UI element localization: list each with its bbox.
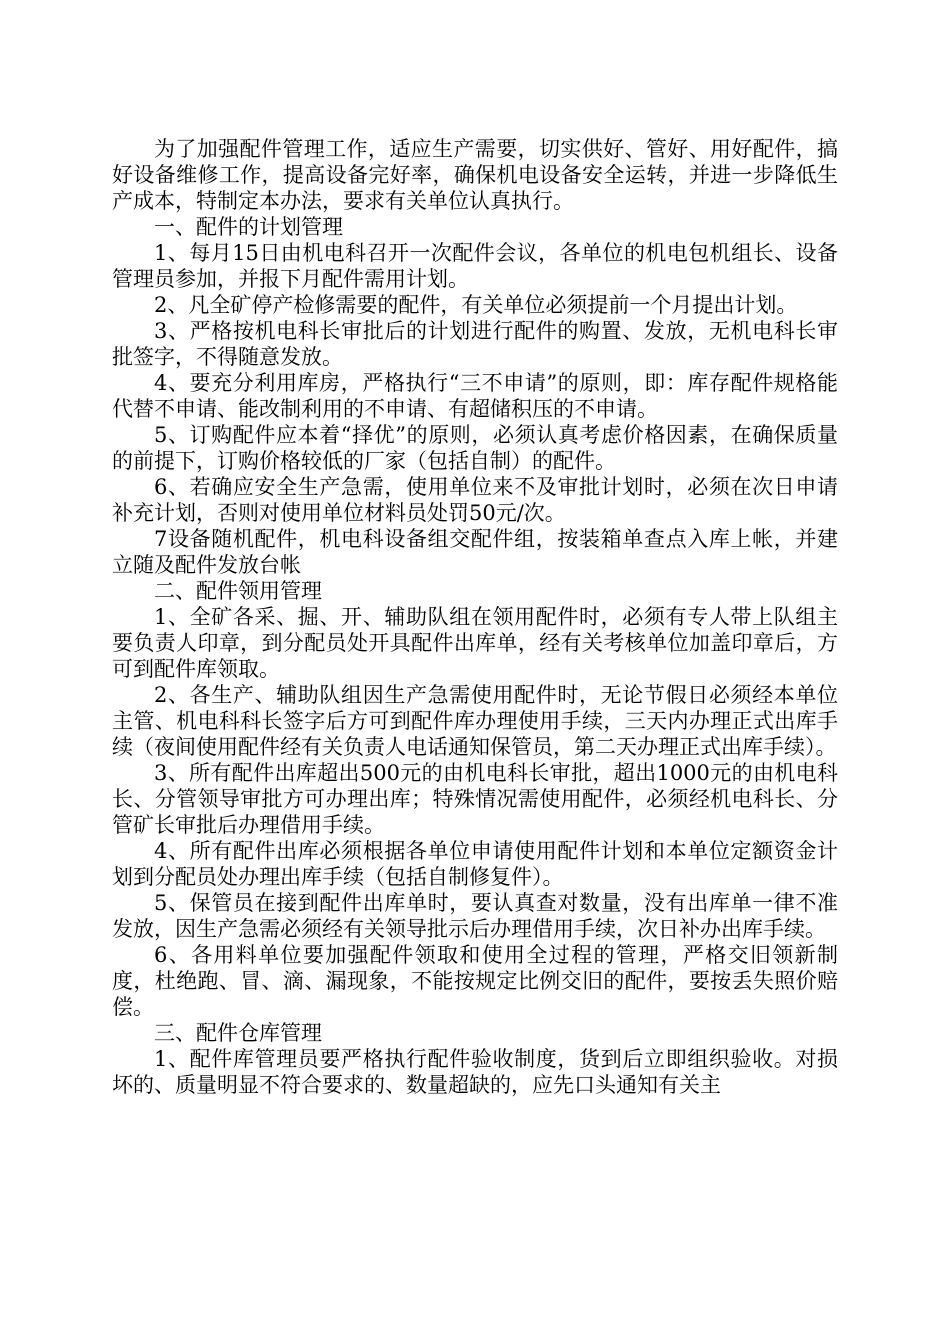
paragraph: 6、若确应安全生产急需，使用单位来不及审批计划时，必须在次日申请补充计划，否则对使用单位材料员处罚50元/次。 (112, 475, 838, 525)
paragraph: 4、要充分利用库房，严格执行“三不申请”的原则，即：库存配件规格能代替不申请、能改制利用的不申请、有超储积压的不申请。 (112, 371, 838, 421)
paragraph: 1、全矿各采、掘、开、辅助队组在领用配件时，必须有专人带上队组主要负责人印章，到分配员处开具配件出库单，经有关考核单位加盖印章后，方可到配件库领取。 (112, 605, 838, 681)
paragraph: 5、保管员在接到配件出库单时，要认真查对数量，没有出库单一律不准发放，因生产急需必须经有关领导批示后办理借用手续，次日补办出库手续。 (112, 891, 838, 941)
paragraph: 3、严格按机电科长审批后的计划进行配件的购置、发放，无机电科长审批签字，不得随意发放。 (112, 319, 838, 369)
paragraph: 3、所有配件出库超出500元的由机电科长审批，超出1000元的由机电科长、分管领导审批方可办理出库；特殊情况需使用配件，必须经机电科长、分管矿长审批后办理借用手续。 (112, 761, 838, 837)
paragraph: 1、配件库管理员要严格执行配件验收制度，货到后立即组织验收。对损坏的、质量明显不符合要求的、数量超缺的，应先口头通知有关主 (112, 1047, 838, 1097)
section-heading-usage: 二、配件领用管理 (154, 579, 322, 603)
paragraph-intro: 为了加强配件管理工作，适应生产需要，切实供好、管好、用好配件，搞好设备维修工作，提高设备完好率，确保机电设备安全运转，并进一步降低生产成本，特制定本办法，要求有关单位认真执行。 (112, 137, 838, 213)
paragraph: 2、各生产、辅助队组因生产急需使用配件时，无论节假日必须经本单位主管、机电科科长签字后方可到配件库办理使用手续，三天内办理正式出库手续（夜间使用配件经有关负责人电话通知保管员，第二天办理正式出库手续）。 (112, 683, 838, 759)
paragraph: 7设备随机配件，机电科设备组交配件组，按装箱单查点入库上帐，并建立随及配件发放台帐 (112, 527, 838, 577)
paragraph: 1、每月15日由机电科召开一次配件会议，各单位的机电包机组长、设备管理员参加，并报下月配件需用计划。 (112, 241, 838, 291)
section-heading-plan: 一、配件的计划管理 (154, 215, 343, 239)
paragraph: 6、各用料单位要加强配件领取和使用全过程的管理，严格交旧领新制度，杜绝跑、冒、滴、漏现象，不能按规定比例交旧的配件，要按丢失照价赔偿。 (112, 943, 838, 1019)
paragraph: 4、所有配件出库必须根据各单位申请使用配件计划和本单位定额资金计划到分配员处办理出库手续（包括自制修复件）。 (112, 839, 838, 889)
section-heading-warehouse: 三、配件仓库管理 (154, 1021, 322, 1045)
document-body (112, 136, 838, 1098)
paragraph: 5、订购配件应本着“择优”的原则，必须认真考虑价格因素，在确保质量的前提下，订购价格较低的厂家（包括自制）的配件。 (112, 423, 838, 473)
paragraph: 2、凡全矿停产检修需要的配件，有关单位必须提前一个月提出计划。 (154, 293, 798, 317)
